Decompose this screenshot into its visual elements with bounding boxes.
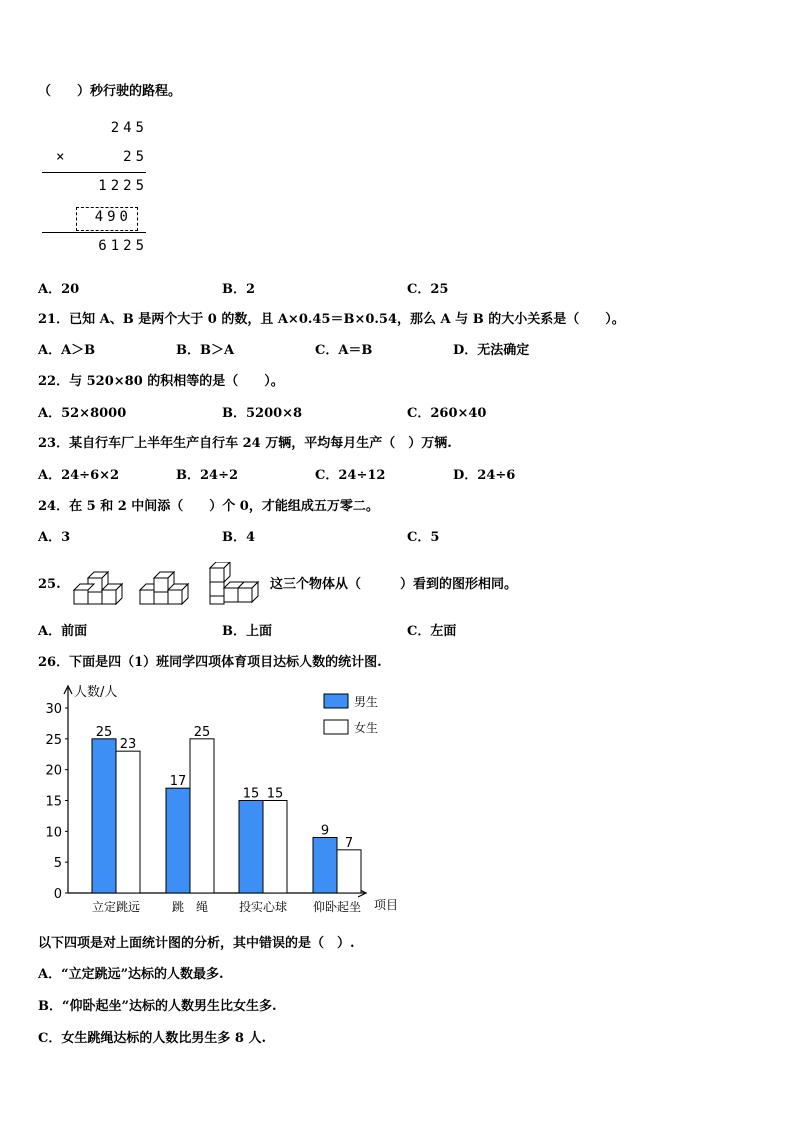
q25-option-c: C．左面 xyxy=(407,624,457,639)
q25-option-a: A．前面 xyxy=(38,624,88,639)
x-tick-label: 立定跳远 xyxy=(91,900,141,914)
cube-figure-3 xyxy=(210,562,258,604)
bar-chart xyxy=(40,680,410,915)
q22-option-b: B．5200×8 xyxy=(222,406,303,421)
q24-option-a: A．3 xyxy=(38,530,71,545)
y-tick-label: 5 xyxy=(53,856,62,872)
legend-label: 男生 xyxy=(354,695,379,709)
bar-value-label: 17 xyxy=(169,774,187,790)
bar-girls xyxy=(116,751,140,893)
y-tick-label: 10 xyxy=(45,825,62,841)
q21-option-c: C．A＝B xyxy=(315,343,373,358)
q26-after-text: 以下四项是对上面统计图的分析，其中错误的是（ ）. xyxy=(38,936,355,951)
q24-option-c: C．5 xyxy=(407,530,440,545)
calc-rule-2 xyxy=(42,232,146,233)
calc-times-sign: × xyxy=(56,149,69,165)
bar-value-label: 9 xyxy=(320,823,330,839)
q21-option-d: D．无法确定 xyxy=(453,343,530,358)
calc-product: 6125 xyxy=(98,238,148,254)
q25-number: 25. xyxy=(38,577,61,592)
bar-girls xyxy=(190,739,214,893)
y-tick-label: 0 xyxy=(53,887,62,902)
cube-figure-1 xyxy=(74,572,122,604)
q26-stem: 26．下面是四（1）班同学四项体育项目达标人数的统计图. xyxy=(38,655,382,670)
calc-multiplicand: 245 xyxy=(110,120,148,136)
q22-option-a: A．52×8000 xyxy=(38,406,127,421)
q21-stem: 21．已知 A、B 是两个大于 0 的数，且 A×0.45＝B×0.54，那么 A 与 B 的大小关系是（ ）。 xyxy=(38,312,625,327)
calc-partial-2: 490 xyxy=(94,209,132,225)
x-axis-label: 项目 xyxy=(374,898,399,912)
q22-stem: 22．与 520×80 的积相等的是（ ）。 xyxy=(38,374,284,389)
legend-label: 女生 xyxy=(354,721,379,735)
bar-girls xyxy=(337,850,361,893)
q23-option-c: C．24÷12 xyxy=(315,468,386,483)
bar-boys xyxy=(239,801,263,894)
q23-option-d: D．24÷6 xyxy=(453,468,516,483)
q23-stem: 23．某自行车厂上半年生产自行车 24 万辆，平均每月生产（ ）万辆. xyxy=(38,436,452,451)
calc-partial-1: 1225 xyxy=(98,178,148,194)
q23-option-a: A．24÷6×2 xyxy=(38,468,120,483)
cube-figures xyxy=(70,562,270,608)
q20-stem: （ ）秒行驶的路程。 xyxy=(38,84,182,99)
bar-value-label: 23 xyxy=(119,737,137,753)
q20-option-b: B．2 xyxy=(222,282,256,297)
q25-option-b: B．上面 xyxy=(222,624,272,639)
bar-value-label: 15 xyxy=(266,786,284,802)
bar-value-label: 25 xyxy=(95,724,113,740)
bar-boys xyxy=(166,788,190,893)
bar-girls xyxy=(263,801,287,894)
q21-option-a: A．A＞B xyxy=(38,343,96,358)
calc-multiplier: 25 xyxy=(123,149,148,165)
y-tick-label: 20 xyxy=(45,763,62,779)
q23-option-b: B．24÷2 xyxy=(176,468,239,483)
q20-option-a: A．20 xyxy=(38,282,80,297)
x-tick-label: 仰卧起坐 xyxy=(312,900,362,914)
q21-option-b: B．B＞A xyxy=(176,343,235,358)
y-tick-label: 30 xyxy=(45,702,62,717)
q25-stem: 这三个物体从（ ）看到的图形相同。 xyxy=(270,577,518,592)
q22-option-c: C．260×40 xyxy=(407,406,487,421)
legend-swatch xyxy=(324,720,348,734)
cube-figure-2 xyxy=(140,572,188,604)
q24-stem: 24．在 5 和 2 中间添（ ）个 0，才能组成五万零二。 xyxy=(38,499,379,514)
bar-boys xyxy=(313,838,337,894)
y-tick-label: 15 xyxy=(45,794,62,810)
q26-option-a: A．“立定跳远”达标的人数最多. xyxy=(38,967,224,982)
x-tick-label: 投实心球 xyxy=(238,900,288,914)
q24-option-b: B．4 xyxy=(222,530,256,545)
bar-value-label: 25 xyxy=(193,724,211,740)
q26-option-c: C．女生跳绳达标的人数比男生多 8 人. xyxy=(38,1031,266,1046)
q20-option-c: C．25 xyxy=(407,282,449,297)
bar-boys xyxy=(92,739,116,893)
y-tick-label: 25 xyxy=(45,732,62,748)
bar-value-label: 7 xyxy=(344,835,354,851)
q26-option-b: B．“仰卧起坐”达标的人数男生比女生多. xyxy=(38,999,277,1014)
x-tick-label: 跳 绳 xyxy=(171,900,209,914)
legend-swatch xyxy=(324,694,348,708)
bar-value-label: 15 xyxy=(242,786,260,802)
y-axis-label: 人数/人 xyxy=(74,685,118,700)
calc-rule-1 xyxy=(42,172,146,173)
